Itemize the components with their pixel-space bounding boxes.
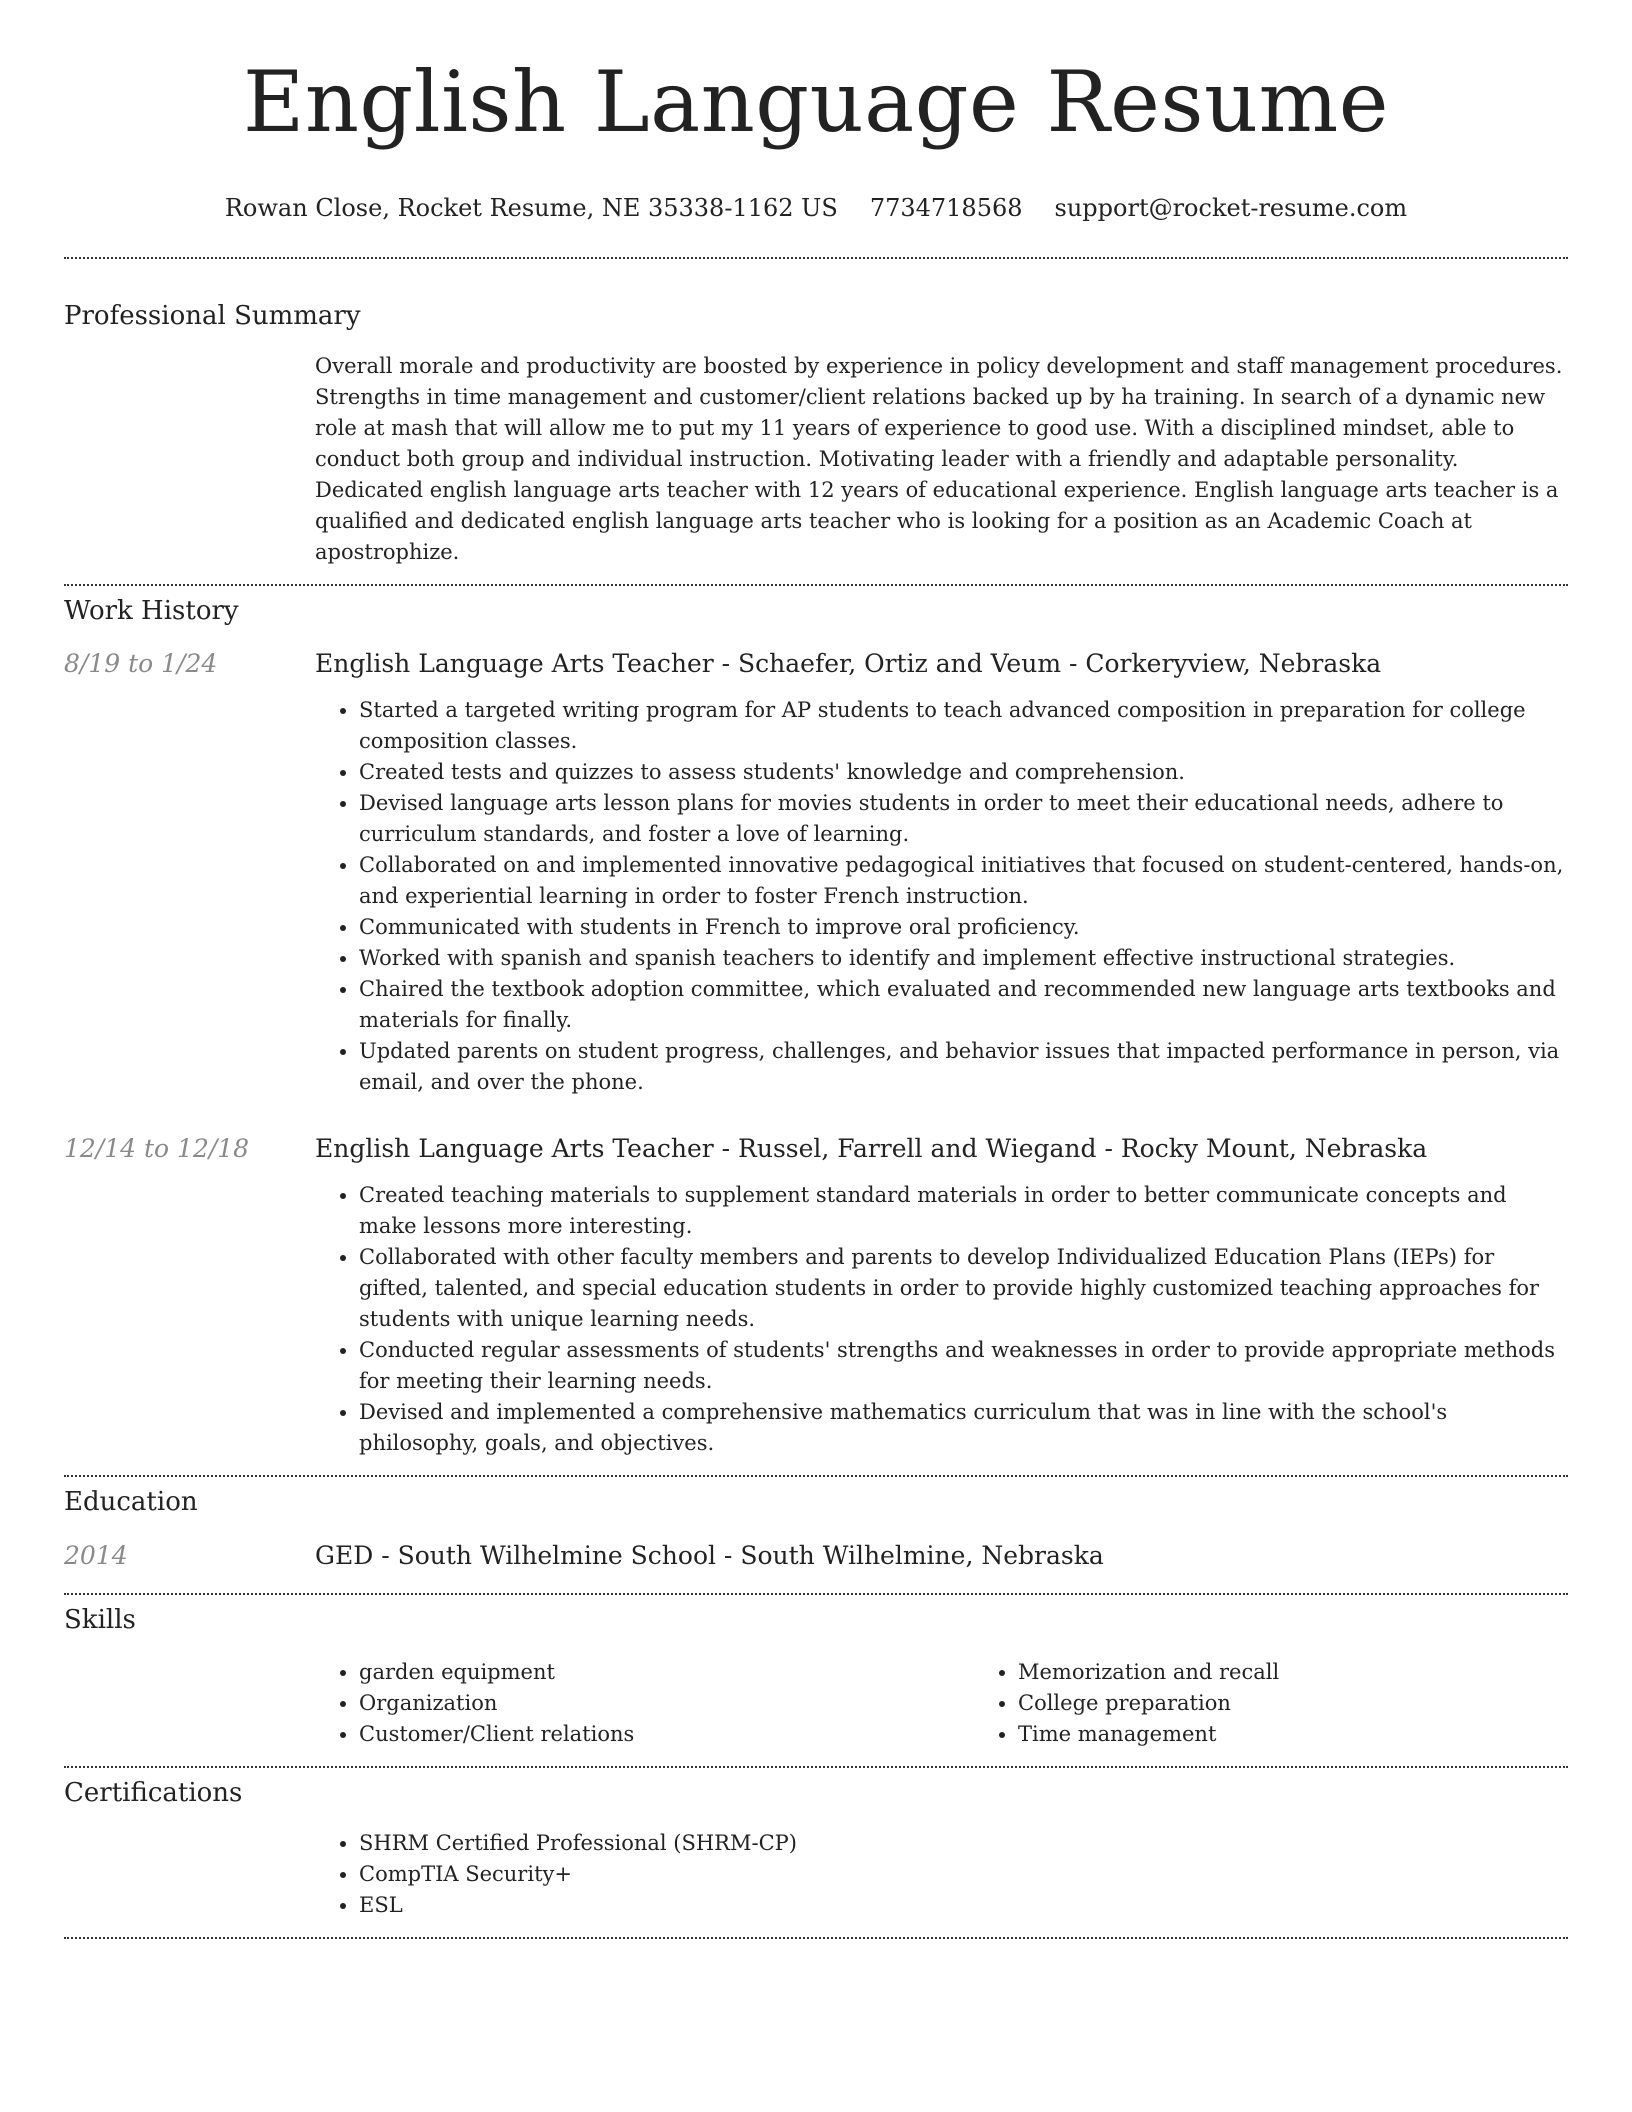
job-dates: 12/14 to 12/18: [64, 1134, 250, 1163]
job-entry: [64, 647, 1568, 681]
education-heading: GED - South Wilhelmine School - South Wilhelmine, Nebraska: [315, 1541, 1104, 1570]
job-bullets-row: [64, 695, 1568, 1098]
summary-text: Overall morale and productivity are boosted by experience in policy development and staff management procedures. Strengths in time management and customer/client relations backed up by ha training. In search of a dynamic new role at mash that will allow me to put my 11 years of experience to good use. With a disciplined mindset, able to conduct both group and individual instruction. Motivating leader with a friendly and adaptable personality. Dedicated english language arts teacher with 12 years of educational experience. English language arts teacher is a qualified and dedicated english language arts teacher who is looking for a position as an Academic Coach at apostrophize.: [315, 354, 1563, 564]
resume-title: English Language Resume: [243, 53, 1389, 151]
education-year: 2014: [64, 1541, 128, 1570]
section-title-education: Education: [64, 1487, 198, 1517]
job-dates: 8/19 to 1/24: [64, 649, 218, 678]
list-item: • Started a targeted writing program for AP students to teach advanced composition in preparation for college composition classes.: [359, 695, 1568, 757]
list-item: • Collaborated on and implemented innovative pedagogical initiatives that focused on student-centered, hands-on, and experiential learning in order to foster French instruction.: [359, 850, 1568, 912]
job-bullets-row: [64, 1180, 1568, 1459]
job-heading: English Language Arts Teacher - Russel, Farrell and Wiegand - Rocky Mount, Nebraska: [315, 1134, 1428, 1163]
divider: [64, 257, 1568, 259]
list-item: • Communicated with students in French to improve oral proficiency.: [359, 912, 1568, 943]
divider: [64, 1593, 1568, 1595]
certifications-row: [64, 1828, 1568, 1921]
contact-address: Rowan Close, Rocket Resume, NE 35338-1162 US: [224, 194, 838, 222]
list-item: • Collaborated with other faculty members and parents to develop Individualized Education Plans (IEPs) for gifted, talented, and special education students in order to provide highly customized teaching approaches for students with unique learning needs.: [359, 1242, 1568, 1335]
list-item: • Chaired the textbook adoption committee, which evaluated and recommended new language arts textbooks and materials for finally.: [359, 974, 1568, 1036]
job-entry: [64, 1132, 1568, 1166]
skills-grid: [315, 1657, 1632, 1750]
skills-row: [64, 1657, 1568, 1750]
divider: [64, 1475, 1568, 1477]
job-bullet-list: [315, 1180, 1568, 1459]
summary-row: [64, 351, 1568, 568]
list-item: • Conducted regular assessments of students' strengths and weaknesses in order to provide appropriate methods for meeting their learning needs.: [359, 1335, 1568, 1397]
contact-email: support@rocket-resume.com: [1054, 194, 1408, 222]
section-title-work: Work History: [64, 596, 239, 626]
list-item: • Organization: [359, 1688, 974, 1719]
divider: [64, 584, 1568, 586]
divider: [64, 1766, 1568, 1768]
list-item: • Devised language arts lesson plans for movies students in order to meet their educational needs, adhere to curriculum standards, and foster a love of learning.: [359, 788, 1568, 850]
section-title-certifications: Certifications: [64, 1778, 243, 1808]
list-item: • Devised and implemented a comprehensive mathematics curriculum that was in line with the school's philosophy, goals, and objectives.: [359, 1397, 1568, 1459]
certifications-list: [315, 1828, 1568, 1921]
skills-list-right: [974, 1657, 1632, 1750]
job-bullet-list: [315, 695, 1568, 1098]
list-item: • ESL: [359, 1890, 1568, 1921]
list-item: • Customer/Client relations: [359, 1719, 974, 1750]
list-item: • garden equipment: [359, 1657, 974, 1688]
list-item: • Time management: [1018, 1719, 1632, 1750]
list-item: • Created tests and quizzes to assess students' knowledge and comprehension.: [359, 757, 1568, 788]
job-heading: English Language Arts Teacher - Schaefer, Ortiz and Veum - Corkeryview, Nebraska: [315, 649, 1382, 678]
list-item: • Memorization and recall: [1018, 1657, 1632, 1688]
education-entry: [64, 1539, 1568, 1573]
skills-list-left: [315, 1657, 974, 1750]
list-item: • Created teaching materials to supplement standard materials in order to better communicate concepts and make lessons more interesting.: [359, 1180, 1568, 1242]
list-item: • CompTIA Security+: [359, 1859, 1568, 1890]
list-item: • Updated parents on student progress, challenges, and behavior issues that impacted performance in person, via email, and over the phone.: [359, 1036, 1568, 1098]
divider: [64, 1937, 1568, 1939]
list-item: • College preparation: [1018, 1688, 1632, 1719]
list-item: • SHRM Certified Professional (SHRM-CP): [359, 1828, 1568, 1859]
section-title-skills: Skills: [64, 1605, 136, 1635]
contact-phone: 7734718568: [869, 194, 1023, 222]
contact-line: [64, 192, 1568, 224]
section-title-summary: Professional Summary: [64, 301, 361, 331]
list-item: • Worked with spanish and spanish teachers to identify and implement effective instructional strategies.: [359, 943, 1568, 974]
